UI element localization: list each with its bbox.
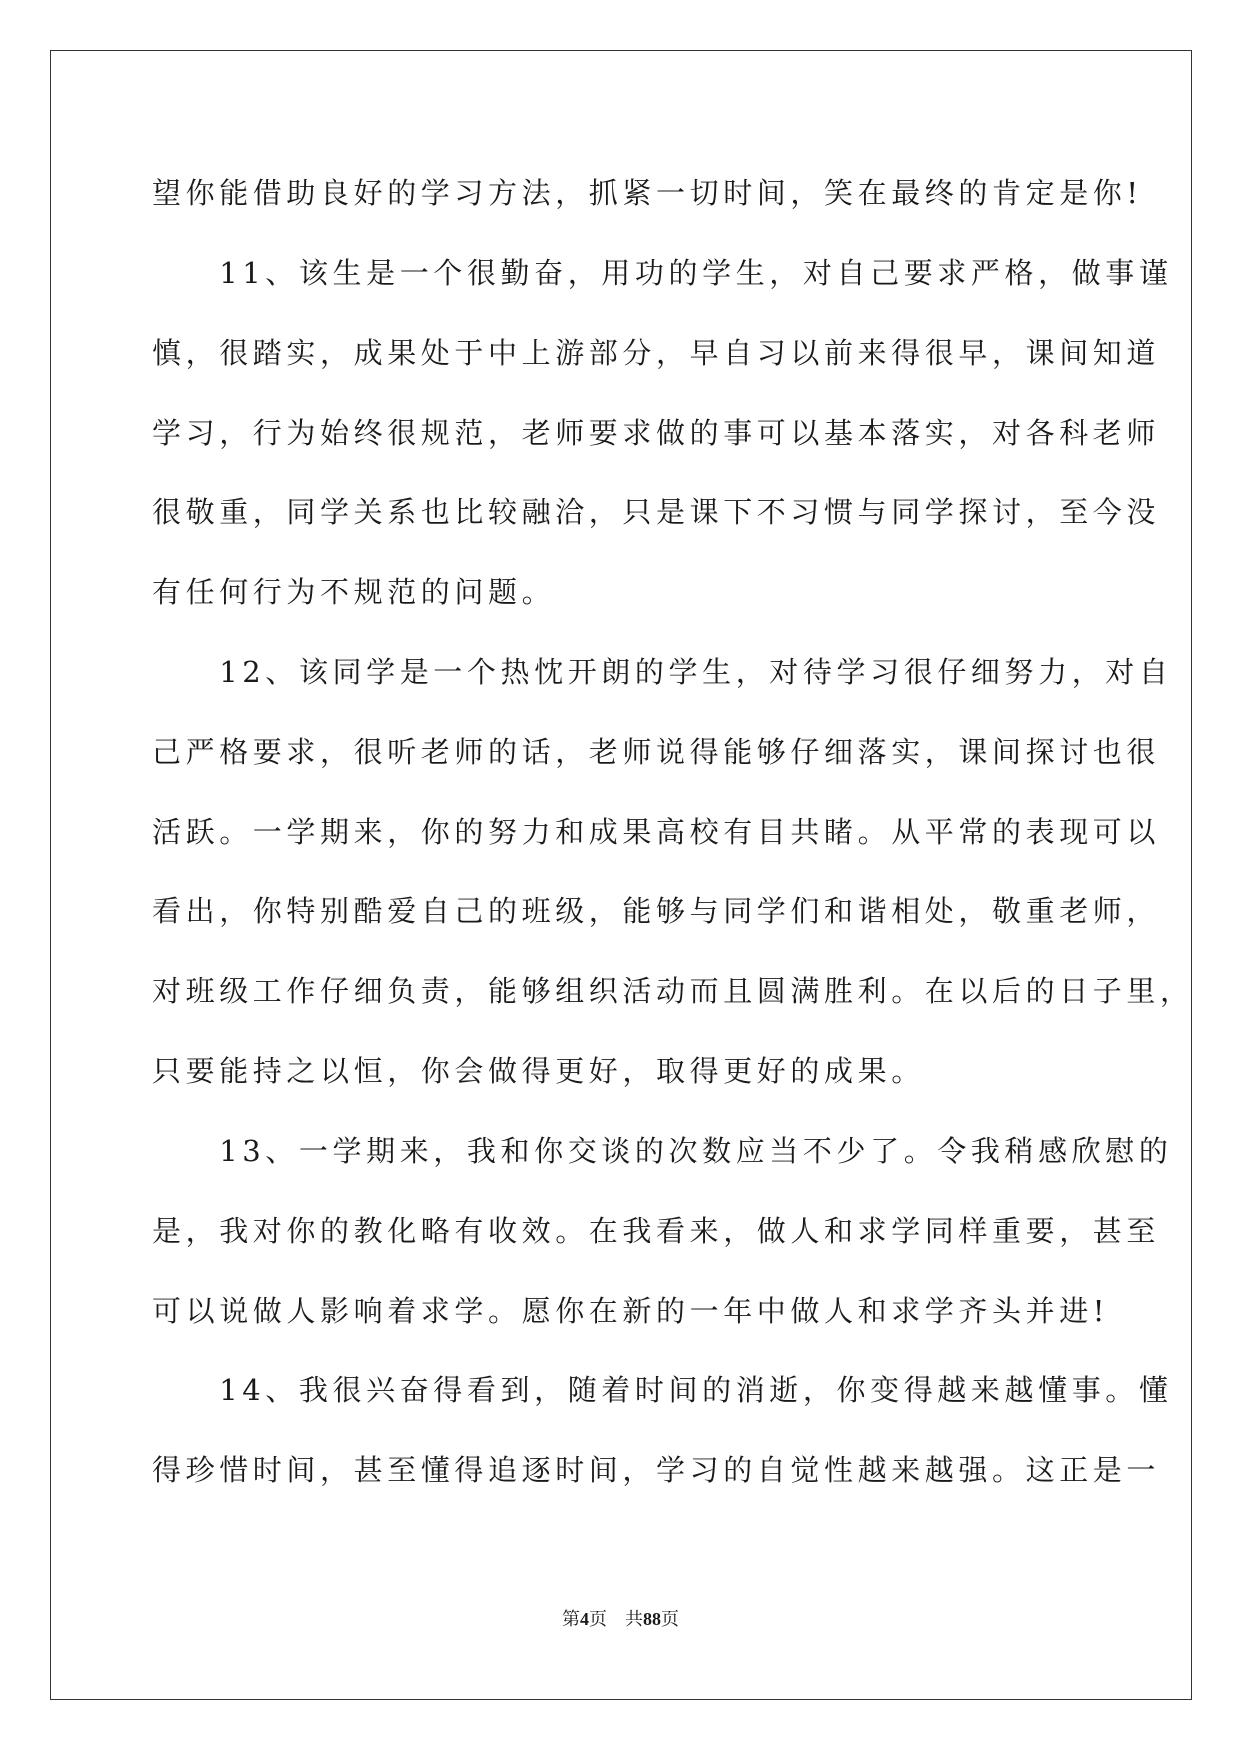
- text-line: 看出，你特别酷爱自己的班级，能够与同学们和谐相处，敬重老师，: [152, 894, 1161, 928]
- text-line: 有任何行为不规范的问题。: [152, 575, 556, 609]
- total-prefix: 共: [625, 1609, 643, 1630]
- text-line: 可以说做人影响着求学。愿你在新的一年中做人和求学齐头并进!: [152, 1294, 1110, 1328]
- text-line: 己严格要求，很听老师的话，老师说得能够仔细落实，课间探讨也很: [152, 735, 1161, 769]
- text-line: 只要能持之以恒，你会做得更好，取得更好的成果。: [152, 1054, 925, 1088]
- page-suffix: 页: [589, 1609, 607, 1630]
- text-line: 很敬重，同学关系也比较融洽，只是课下不习惯与同学探讨，至今没: [152, 495, 1161, 529]
- text-line: 对班级工作仔细负责，能够组织活动而且圆满胜利。在以后的日子里，: [152, 974, 1194, 1008]
- text-line: 是，我对你的教化略有收效。在我看来，做人和求学同样重要，甚至: [152, 1214, 1161, 1248]
- text-line: 14、我很兴奋得看到，随着时间的消逝，你变得越来越懂事。懂: [152, 1373, 1173, 1407]
- text-line: 望你能借助良好的学习方法，抓紧一切时间，笑在最终的肯定是你!: [152, 176, 1143, 210]
- text-line: 得珍惜时间，甚至懂得追逐时间，学习的自觉性越来越强。这正是一: [152, 1453, 1161, 1487]
- text-line: 11、该生是一个很勤奋，用功的学生，对自己要求严格，做事谨: [152, 256, 1173, 290]
- total-pages: 88: [643, 1609, 661, 1629]
- text-line: 慎，很踏实，成果处于中上游部分，早自习以前来得很早，课间知道: [152, 336, 1161, 370]
- text-line: 13、一学期来，我和你交谈的次数应当不少了。令我稍感欣慰的: [152, 1134, 1173, 1168]
- text-line: 12、该同学是一个热忱开朗的学生，对待学习很仔细努力，对自: [152, 655, 1173, 689]
- text-line: 学习，行为始终很规范，老师要求做的事可以基本落实，对各科老师: [152, 416, 1161, 450]
- page-prefix: 第: [562, 1609, 580, 1630]
- text-line: 活跃。一学期来，你的努力和成果高校有目共睹。从平常的表现可以: [152, 815, 1161, 849]
- page-number: 4: [580, 1609, 589, 1629]
- total-suffix: 页: [661, 1609, 679, 1630]
- page-footer: [0, 1607, 1241, 1632]
